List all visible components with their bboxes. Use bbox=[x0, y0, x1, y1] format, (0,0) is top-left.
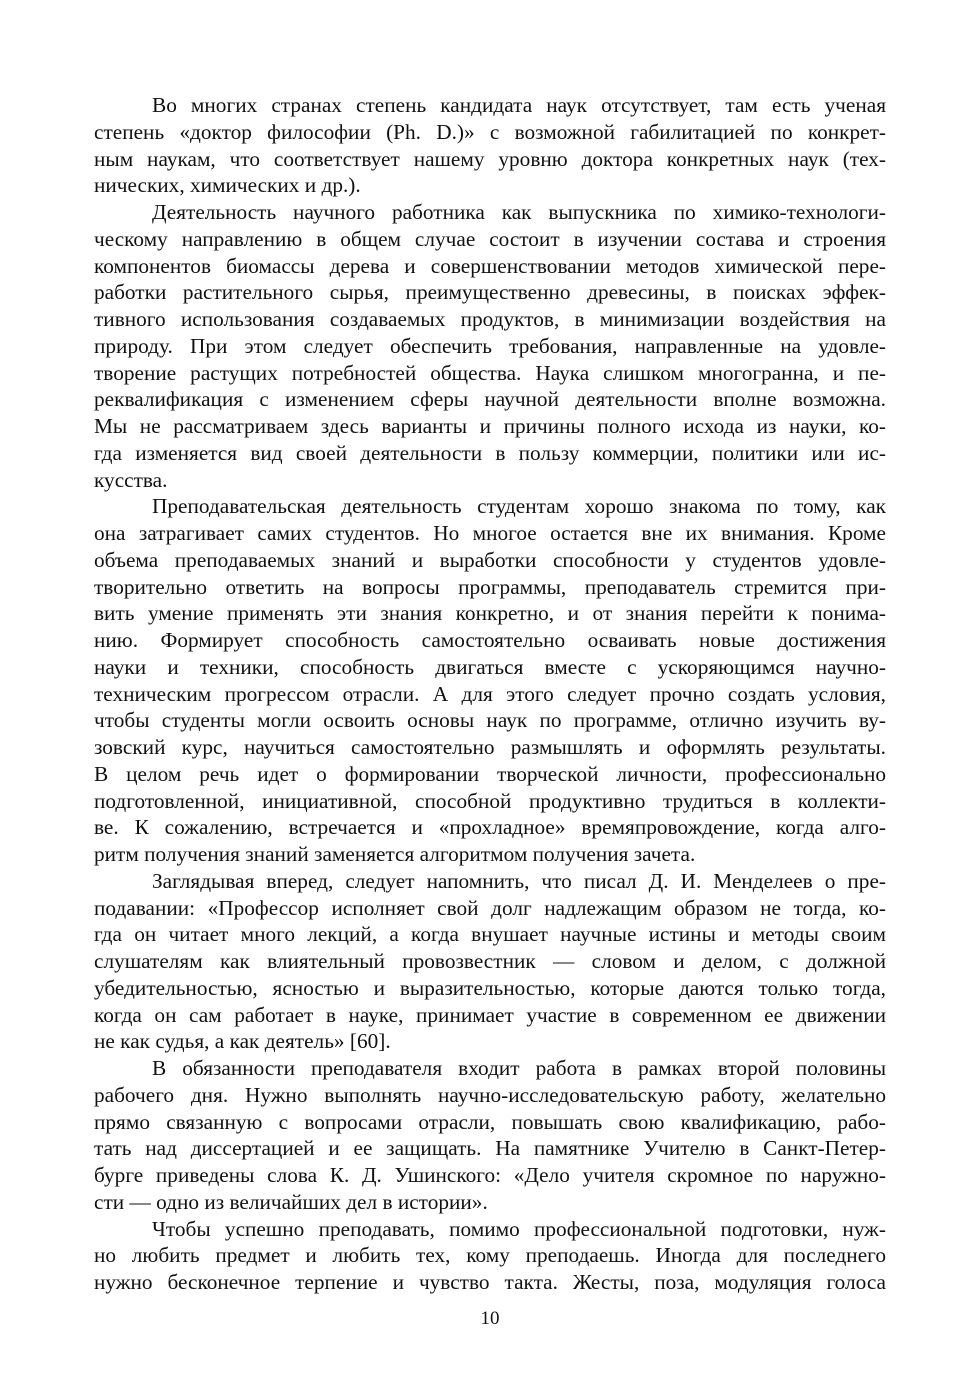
text-line: она затрагивает самих студентов. Но многое остается вне их внимания. Кроме bbox=[94, 521, 886, 545]
text-line: кусства. bbox=[94, 467, 168, 492]
page-number: 10 bbox=[480, 1308, 500, 1329]
text-line: Во многих странах степень кандидата наук отсутствует, там есть ученая bbox=[152, 93, 886, 117]
text-line: тать над диссертацией и ее защищать. На памятнике Учителю в Санкт-Петер- bbox=[94, 1136, 886, 1161]
text-line: природу. При этом следует обеспечить требования, направленные на удовле- bbox=[94, 333, 886, 358]
text-line: степень «доктор философии (Ph. D.)» с возможной габилитацией по конкрет- bbox=[94, 119, 886, 144]
text-line: зовский курс, научиться самостоятельно размышлять и оформлять результаты. bbox=[94, 735, 886, 759]
text-line: тивного использования создаваемых продуктов, в минимизации воздействия на bbox=[94, 307, 886, 331]
text-line: не как судья, а как деятель» [60]. bbox=[94, 1029, 391, 1054]
text-line: нических, химических и др.). bbox=[94, 173, 361, 198]
text-line: нию. Формирует способность самостоятельно осваивать новые достижения bbox=[94, 628, 886, 652]
text-line: компонентов биомассы дерева и совершенствовании методов химической пере- bbox=[94, 253, 886, 278]
paragraph bbox=[94, 493, 886, 868]
text-line: подготовленной, инициативной, способной продуктивно трудиться в коллекти- bbox=[94, 788, 886, 813]
paragraph bbox=[94, 199, 886, 493]
text-line: науки и техники, способность двигаться вместе с ускоряющимся научно- bbox=[94, 654, 886, 679]
text-line: творение растущих потребностей общества. Наука слишком многогранна, и пе- bbox=[94, 360, 886, 385]
text-line: Мы не рассматриваем здесь варианты и причины полного исхода из науки, ко- bbox=[94, 414, 886, 438]
paragraph bbox=[94, 868, 886, 1055]
text-line: чтобы студенты могли освоить основы наук по программе, отлично изучить ву- bbox=[94, 708, 886, 733]
text-line: гда он читает много лекций, а когда внушает научные истины и методы своим bbox=[94, 922, 886, 947]
text-line: вить умение применять эти знания конкретно, и от знания перейти к понима- bbox=[94, 601, 886, 626]
text-line: гда изменяется вид своей деятельности в пользу коммерции, политики или ис- bbox=[94, 440, 886, 465]
text-line: прямо связанную с вопросами отрасли, повышать свою квалификацию, рабо- bbox=[94, 1109, 886, 1134]
text-line: ным наукам, что соответствует нашему уровню доктора конкретных наук (тех- bbox=[94, 146, 886, 171]
text-line: объема преподаваемых знаний и выработки способности у студентов удовле- bbox=[94, 547, 886, 572]
paragraph bbox=[94, 1055, 886, 1216]
paragraph bbox=[94, 1216, 886, 1296]
text-line: ческому направлению в общем случае состоит в изучении состава и строения bbox=[94, 226, 886, 251]
text-line: реквалификация с изменением сферы научной деятельности вполне возможна. bbox=[94, 387, 886, 412]
text-line: убедительностью, ясностью и выразительностью, которые даются только тогда, bbox=[94, 975, 886, 1000]
text-line: подавании: «Профессор исполняет свой долг надлежащим образом не тогда, ко- bbox=[94, 895, 886, 920]
text-line: Заглядывая вперед, следует напомнить, что писал Д. И. Менделеев о пре- bbox=[152, 868, 886, 893]
text-line: В обязанности преподавателя входит работа в рамках второй половины bbox=[152, 1056, 886, 1080]
text-line: Чтобы успешно преподавать, помимо профессиональной подготовки, нуж- bbox=[152, 1216, 886, 1241]
text-line: работки растительного сырья, преимущественно древесины, в поисках эффек- bbox=[94, 280, 886, 305]
text-line: Преподавательская деятельность студентам хорошо знакома по тому, как bbox=[152, 494, 886, 519]
text-line: ве. К сожалению, встречается и «прохладное» времяпровождение, когда алго- bbox=[94, 815, 886, 840]
text-line: ритм получения знаний заменяется алгоритмом получения зачета. bbox=[94, 842, 696, 866]
text-line: рабочего дня. Нужно выполнять научно-исследовательскую работу, желательно bbox=[94, 1082, 886, 1107]
text-line: нужно бесконечное терпение и чувство такта. Жесты, поза, модуляция голоса bbox=[94, 1270, 886, 1294]
text-line: В целом речь идет о формировании творческой личности, профессионально bbox=[94, 761, 886, 786]
text-line: но любить предмет и любить тех, кому преподаешь. Иногда для последнего bbox=[94, 1243, 886, 1268]
text-line: творительно ответить на вопросы программы, преподаватель стремится при- bbox=[94, 574, 886, 599]
text-line: когда он сам работает в науке, принимает участие в современном ее движении bbox=[94, 1002, 886, 1027]
text-line: Деятельность научного работника как выпускника по химико-технологи- bbox=[152, 200, 886, 224]
text-line: слушателям как влиятельный провозвестник — словом и делом, с должной bbox=[94, 949, 886, 973]
paragraph bbox=[94, 92, 886, 199]
body-text bbox=[94, 92, 886, 1296]
text-line: техническим прогрессом отрасли. А для этого следует прочно создать условия, bbox=[94, 681, 886, 706]
text-line: сти — одно из величайших дел в истории». bbox=[94, 1189, 488, 1214]
text-line: бурге приведены слова К. Д. Ушинского: «Дело учителя скромное по наружно- bbox=[94, 1163, 886, 1187]
